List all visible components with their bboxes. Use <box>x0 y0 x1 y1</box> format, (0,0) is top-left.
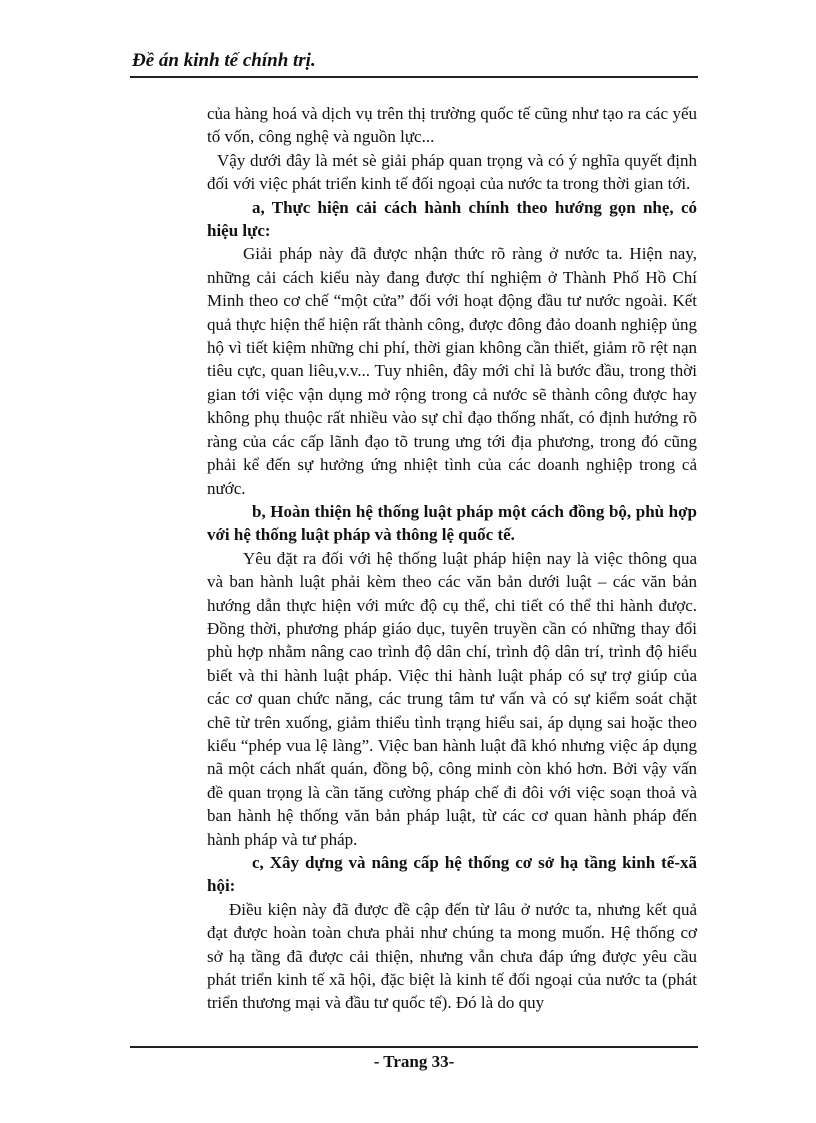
section-heading-b: b, Hoàn thiện hệ thống luật pháp một cách đồng bộ, phù hợp với hệ thống luật pháp và thông lệ quốc tế. <box>207 501 697 545</box>
footer-divider <box>130 1046 698 1048</box>
paragraph-section-b: Yêu đặt ra đối với hệ thống luật pháp hiện nay là việc thông qua và ban hành luật phải kèm theo các văn bản dưới luật – các văn bản hướng dẫn thực hiện với mức độ cụ thể, chi tiết có thể thi hành được. Đồng thời, phương pháp giáo dục, tuyên truyền cần có những thay đổi phù hợp nhằm nâng cao trình độ dân chí, trình độ dân trí, trình độ hiểu biết và thi hành luật pháp. Việc thi hành luật pháp có sự trợ giúp của các cơ quan chức năng, các trung tâm tư vấn và có sự kiểm soát chặt chẽ từ trên xuống, giảm thiểu tình trạng hiểu sai, áp dụng sai hoặc theo kiểu “phép vua lệ làng”. Việc ban hành luật đã khó nhưng việc áp dụng nã một cách nhất quán, đồng bộ, công minh còn khó hơn. Bởi vậy vấn đề quan trọng là cần tăng cường pháp chế đi đôi với việc soạn thoả và ban hành hệ thống văn bản pháp luật, từ các cơ quan hành pháp đến hành pháp và tư pháp. <box>207 548 697 849</box>
paragraph-intro: Vậy dưới đây là mét sè giải pháp quan trọng và có ý nghĩa quyết định đối với việc phát triển kinh tế đối ngoại của nước ta trong thời gian tới. <box>207 150 697 194</box>
section-heading-c: c, Xây dựng và nâng cấp hệ thống cơ sở hạ tầng kinh tế-xã hội: <box>207 853 697 896</box>
paragraph-section-a: Giải pháp này đã được nhận thức rõ ràng ở nước ta. Hiện nay, những cải cách kiểu này đang được thí nghiệm ở Thành Phố Hồ Chí Minh theo cơ chế “một cửa” đối với hoạt động đầu tư nước ngoài. Kết quả thực hiện thể hiện rất thành công, được đông đảo doanh nghiệp ủng hộ vì tiết kiệm những chi phí, thời gian không cần thiết, giảm rõ rệt nạn tiêu cực, quan liêu,v.v... Tuy nhiên, đây mới chỉ là bước đầu, trong thời gian tới việc vận dụng mở rộng trong cả nước sẽ thành công được hay không phụ thuộc rất nhiều vào sự chỉ đạo thống nhất, có định hướng rõ ràng của các cấp lãnh đạo tõ trung ưng tới địa phương, trong đó cũng phải kể đến sự hưởng ứng nhiệt tình của các doanh nghiệp trong cả nước. <box>207 244 697 498</box>
paragraph-section-c: Điều kiện này đã được đề cập đến từ lâu ở nước ta, nhưng kết quả đạt được hoàn toàn chưa phải như chúng ta mong muốn. Hệ thống cơ sở hạ tầng đã được cải thiện, nhưng vẫn chưa đáp ứng được yêu cầu phát triển kinh tế xã hội, đặc biệt là kinh tế đối ngoại của nước ta (phát triển thương mại và đầu tư quốc tế). Đó là do quy <box>207 899 697 1013</box>
page-header <box>130 48 698 78</box>
page-number: - Trang 33- <box>373 1052 455 1071</box>
document-body <box>207 102 697 1015</box>
section-heading-a: a, Thực hiện cải cách hành chính theo hướng gọn nhẹ, có hiệu lực: <box>207 197 697 241</box>
document-title: Đề án kinh tế chính trị. <box>132 50 316 71</box>
paragraph-continuation: của hàng hoá và dịch vụ trên thị trường quốc tế cũng như tạo ra các yếu tố vốn, công nghệ và nguồn lực... <box>207 104 697 147</box>
